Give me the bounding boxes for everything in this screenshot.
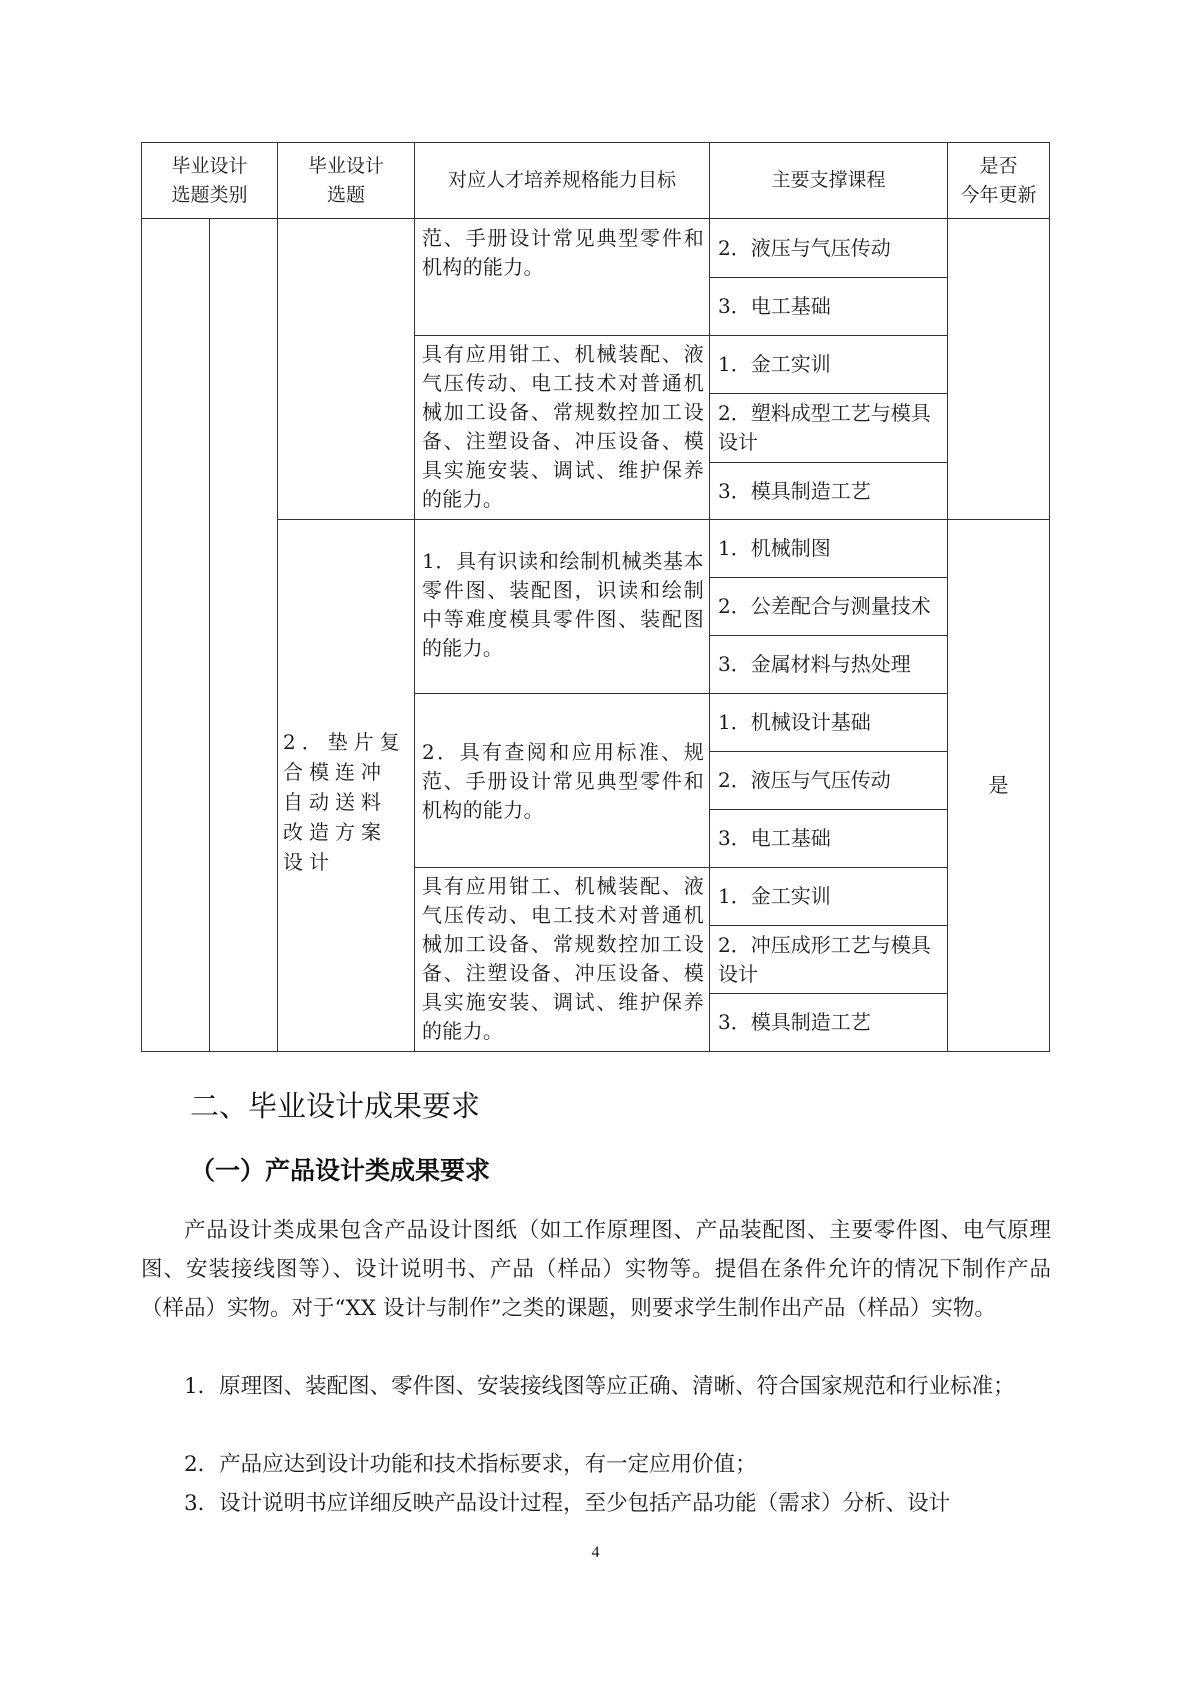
category-subcell-left [141, 218, 210, 1052]
course-item: 3．电工基础 [718, 294, 831, 318]
topic1-cell [277, 218, 415, 520]
topic1-updated-cell [947, 218, 1050, 520]
course-item: 1．机械制图 [718, 536, 831, 560]
topic2-goal-2: 2．具有查阅和应用标准、规范、手册设计常见典型零件和机构的能力。 [422, 740, 704, 822]
section-heading: 二、毕业设计成果要求 [190, 1089, 481, 1123]
topic1-goal-1: 范、手册设计常见典型零件和机构的能力。 [422, 226, 704, 279]
topic2-goal-3: 具有应用钳工、机械装配、液气压传动、电工技术对普通机械加工设备、常规数控加工设备、注塑设备、冲压设备、模具实施安装、调试、维护保养的能力。 [422, 874, 704, 1043]
course-item: 1．金工实训 [718, 884, 831, 908]
paragraph-intro: 产品设计类成果包含产品设计图纸（如工作原理图、产品装配图、主要零件图、电气原理图、安装接线图等）、设计说明书、产品（样品）实物等。提倡在条件允许的情况下制作产品（样品）实物。对于“XX 设计与制作”之类的课题，则要求学生制作出产品（样品）实物。 [141, 1218, 1051, 1321]
header-updated: 是否 今年更新 [960, 154, 1037, 206]
topic1-goal-2: 具有应用钳工、机械装配、液气压传动、电工技术对普通机械加工设备、常规数控加工设备、注塑设备、冲压设备、模具实施安装、调试、维护保养的能力。 [422, 342, 704, 511]
course-item: 3．模具制造工艺 [718, 478, 871, 503]
topic2-updated-value: 是 [988, 773, 1009, 797]
course-item: 3．电工基础 [718, 826, 831, 850]
category-subcell-right [209, 218, 278, 1052]
course-item: 2．液压与气压传动 [718, 235, 891, 260]
topic2-goal-1: 1．具有识读和绘制机械类基本零件图、装配图，识读和绘制中等难度模具零件图、装配图的能力。 [422, 549, 704, 660]
course-item: 3．模具制造工艺 [718, 1010, 871, 1034]
course-item: 2．冲压成形工艺与模具设计 [718, 932, 931, 986]
header-ability-goal: 对应人才培养规格能力目标 [447, 169, 676, 191]
course-item: 2．液压与气压传动 [718, 768, 891, 792]
course-item: 1．金工实训 [718, 352, 831, 376]
paragraph-item-1: 1．原理图、装配图、零件图、安装接线图等应正确、清晰、符合国家规范和行业标准； [184, 1374, 1015, 1399]
course-item: 1．机械设计基础 [718, 710, 871, 734]
course-item: 2．公差配合与测量技术 [718, 594, 931, 618]
paragraph-item-2: 2．产品应达到设计功能和技术指标要求，有一定应用价值； [184, 1452, 757, 1477]
paragraph-item-3: 3．设计说明书应详细反映产品设计过程，至少包括产品功能（需求）分析、设计 [184, 1491, 951, 1516]
header-category: 毕业设计 选题类别 [171, 154, 248, 206]
section-subheading: （一）产品设计类成果要求 [190, 1156, 491, 1185]
page-number: 4 [591, 1544, 600, 1561]
topic2-title: 2．垫片复合模连冲自动送料改造方案设计 [283, 730, 406, 874]
header-topic: 毕业设计 选题 [307, 154, 384, 206]
header-courses: 主要支撑课程 [771, 169, 886, 191]
course-item: 3．金属材料与热处理 [718, 652, 911, 676]
course-item: 2．塑料成型工艺与模具设计 [718, 401, 931, 454]
